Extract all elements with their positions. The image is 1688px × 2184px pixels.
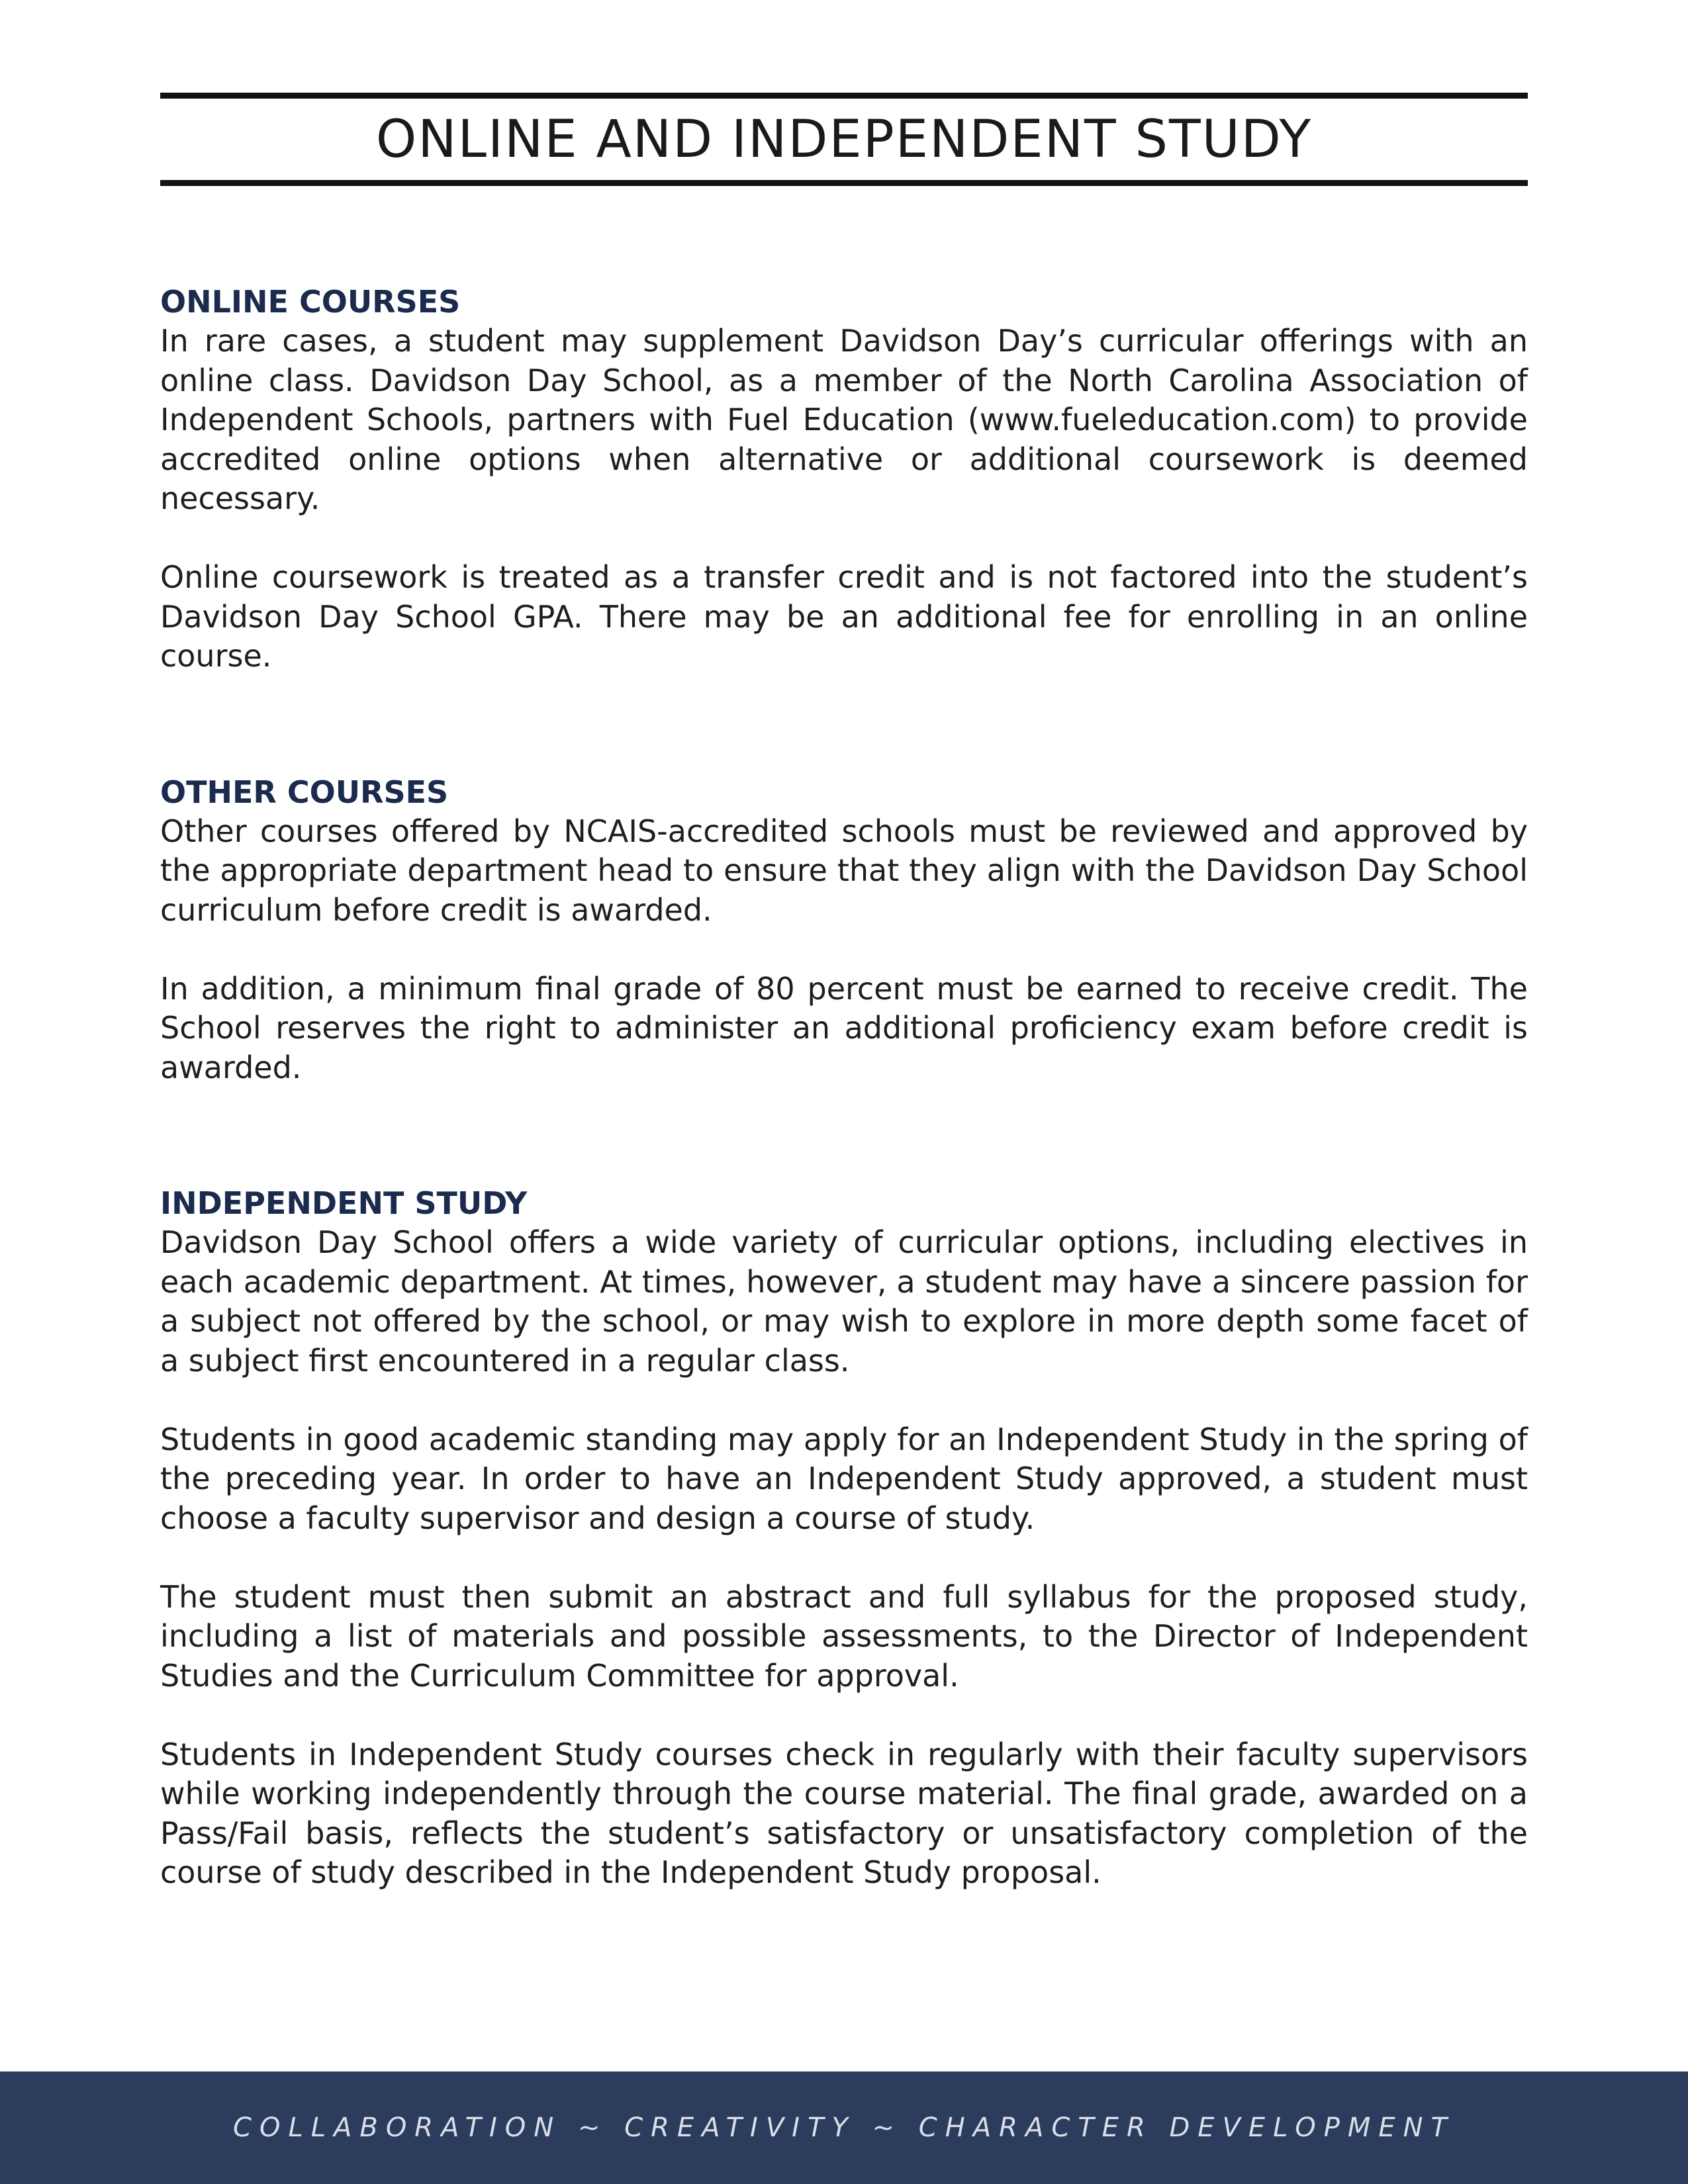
title-block bbox=[160, 93, 1528, 186]
document-page bbox=[160, 93, 1528, 1893]
paragraph: The student must then submit an abstract and full syllabus for the proposed study, including a list of materials and possible assessments, to the Director of Independent Studies and the Curriculum Committee for approval. bbox=[160, 1578, 1528, 1694]
section-heading: INDEPENDENT STUDY bbox=[160, 1185, 528, 1221]
section-online-courses bbox=[160, 282, 1528, 676]
section-independent-study bbox=[160, 1183, 1528, 1893]
paragraph: In addition, a minimum final grade of 80 percent must be earned to receive credit. The School reserves the right to administer an additional proficiency exam before credit is awarded. bbox=[160, 970, 1528, 1085]
section-other-courses bbox=[160, 772, 1528, 1088]
paragraph: Other courses offered by NCAIS-accredited schools must be reviewed and approved by the appropriate department head to ensure that they align with the Davidson Day School curriculum before credit is awarded. bbox=[160, 813, 1528, 928]
paragraph: Students in good academic standing may apply for an Independent Study in the spring of the preceding year. In order to have an Independent Study approved, a student must choose a faculty supervisor and design a course of study. bbox=[160, 1421, 1528, 1536]
paragraph: In rare cases, a student may supplement Davidson Day’s curricular offerings with an online class. Davidson Day School, as a member of the North Carolina Association of Independent Schools, partners with Fuel Education (www.fueleducation.com) to provide accredited online options when alternative or additional coursework is deemed necessary. bbox=[160, 323, 1528, 516]
paragraph: Davidson Day School offers a wide variety of curricular options, including electives in each academic department. At times, however, a student may have a sincere passion for a subject not offered by the school, or may wish to explore in more depth some facet of a subject first encountered in a regular class. bbox=[160, 1224, 1528, 1379]
section-heading: ONLINE COURSES bbox=[160, 284, 461, 320]
paragraph: Students in Independent Study courses check in regularly with their faculty supervisors while working independently through the course material. The final grade, awarded on a Pass/Fail basis, reflects the student’s satisfactory or unsatisfactory completion of the course of study described in the Independent Study proposal. bbox=[160, 1736, 1528, 1890]
footer-motto: COLLABORATION ~ CREATIVITY ~ CHARACTER DEVELOPMENT bbox=[233, 2113, 1455, 2143]
paragraph: Online coursework is treated as a transfer credit and is not factored into the student’s Davidson Day School GPA. There may be an additional fee for enrolling in an online course. bbox=[160, 559, 1528, 674]
footer-banner bbox=[0, 2071, 1688, 2184]
section-heading: OTHER COURSES bbox=[160, 774, 449, 810]
page-title: ONLINE AND INDEPENDENT STUDY bbox=[375, 110, 1313, 169]
